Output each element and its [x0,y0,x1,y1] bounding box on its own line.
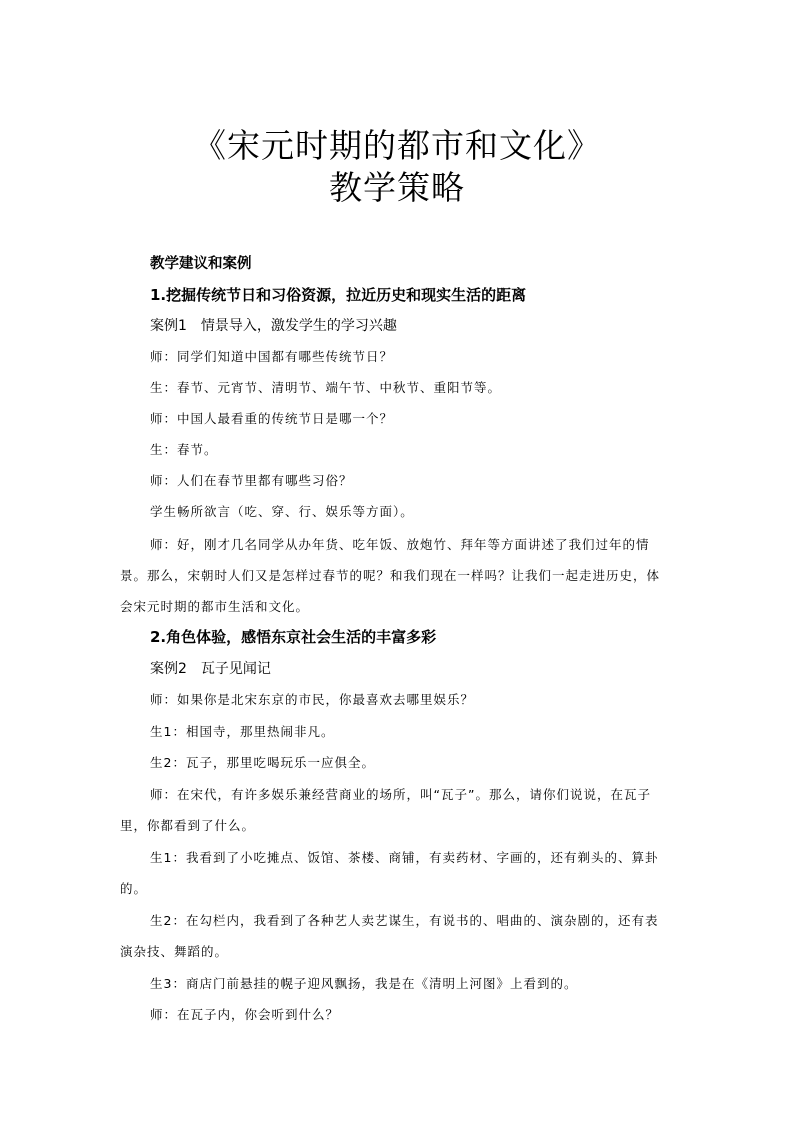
part2-dialog-line: 生3：商店门前悬挂的幌子迎风飘扬，我是在《清明上河图》上看到的。 [150,976,578,991]
part1-paragraph-line: 师：好，刚才几名同学从办年货、吃年饭、放炮竹、拜年等方面讲述了我们过年的情 [150,537,650,552]
part2-dialog-line: 生2：瓦子，那里吃喝玩乐一应俱全。 [150,755,375,770]
document-title-line1: 《宋元时期的都市和文化》 [193,126,601,165]
part2-dialog-line: 师：在瓦子内，你会听到什么？ [150,1007,340,1022]
part2-paragraph-line: 里，你都看到了什么。 [120,818,256,833]
part1-dialog-line: 学生畅所欲言（吃、穿、行、娱乐等方面）。 [150,504,414,519]
part2-dialog-line: 生1：相国寺，那里热闹非凡。 [150,724,335,739]
part1-case-label: 案例1 情景导入，激发学生的学习兴趣 [150,318,397,334]
part2-paragraph-line: 生1：我看到了小吃摊点、饭馆、茶楼、商铺，有卖药材、字画的，还有剃头的、算卦 [150,850,659,865]
part2-paragraph-line: 的。 [120,881,148,896]
part2-paragraph-line: 演杂技、舞蹈的。 [120,944,229,959]
document-title-line2: 教学策略 [329,168,465,207]
part1-paragraph-line: 景。那么，宋朝时人们又是怎样过春节的呢？和我们现在一样吗？让我们一起走进历史，体 [120,568,661,583]
part1-dialog-line: 师：同学们知道中国都有哪些传统节日？ [150,349,394,364]
part1-dialog-line: 师：人们在春节里都有哪些习俗？ [150,473,353,488]
part1-dialog-line: 生：春节、元宵节、清明节、端午节、中秋节、重阳节等。 [150,380,502,395]
part2-case-label: 案例2 瓦子见闻记 [150,661,271,677]
part1-heading: 1.挖掘传统节日和习俗资源，拉近历史和现实生活的距离 [150,286,527,304]
section-heading: 教学建议和案例 [150,256,252,272]
part2-heading: 2.角色体验，感悟东京社会生活的丰富多彩 [150,628,437,646]
part2-dialog-line: 师：如果你是北宋东京的市民，你最喜欢去哪里娱乐？ [150,692,475,707]
part2-paragraph-line: 生2：在勾栏内，我看到了各种艺人卖艺谋生，有说书的、唱曲的、演杂剧的，还有表 [150,913,659,928]
part2-paragraph-line: 师：在宋代，有许多娱乐兼经营商业的场所，叫“瓦子”。那么，请你们说说，在瓦子 [150,787,651,802]
part1-dialog-line: 生：春节。 [150,442,218,457]
part1-dialog-line: 师：中国人最看重的传统节日是哪一个？ [150,411,394,426]
part1-paragraph-line: 会宋元时期的都市生活和文化。 [120,599,310,614]
